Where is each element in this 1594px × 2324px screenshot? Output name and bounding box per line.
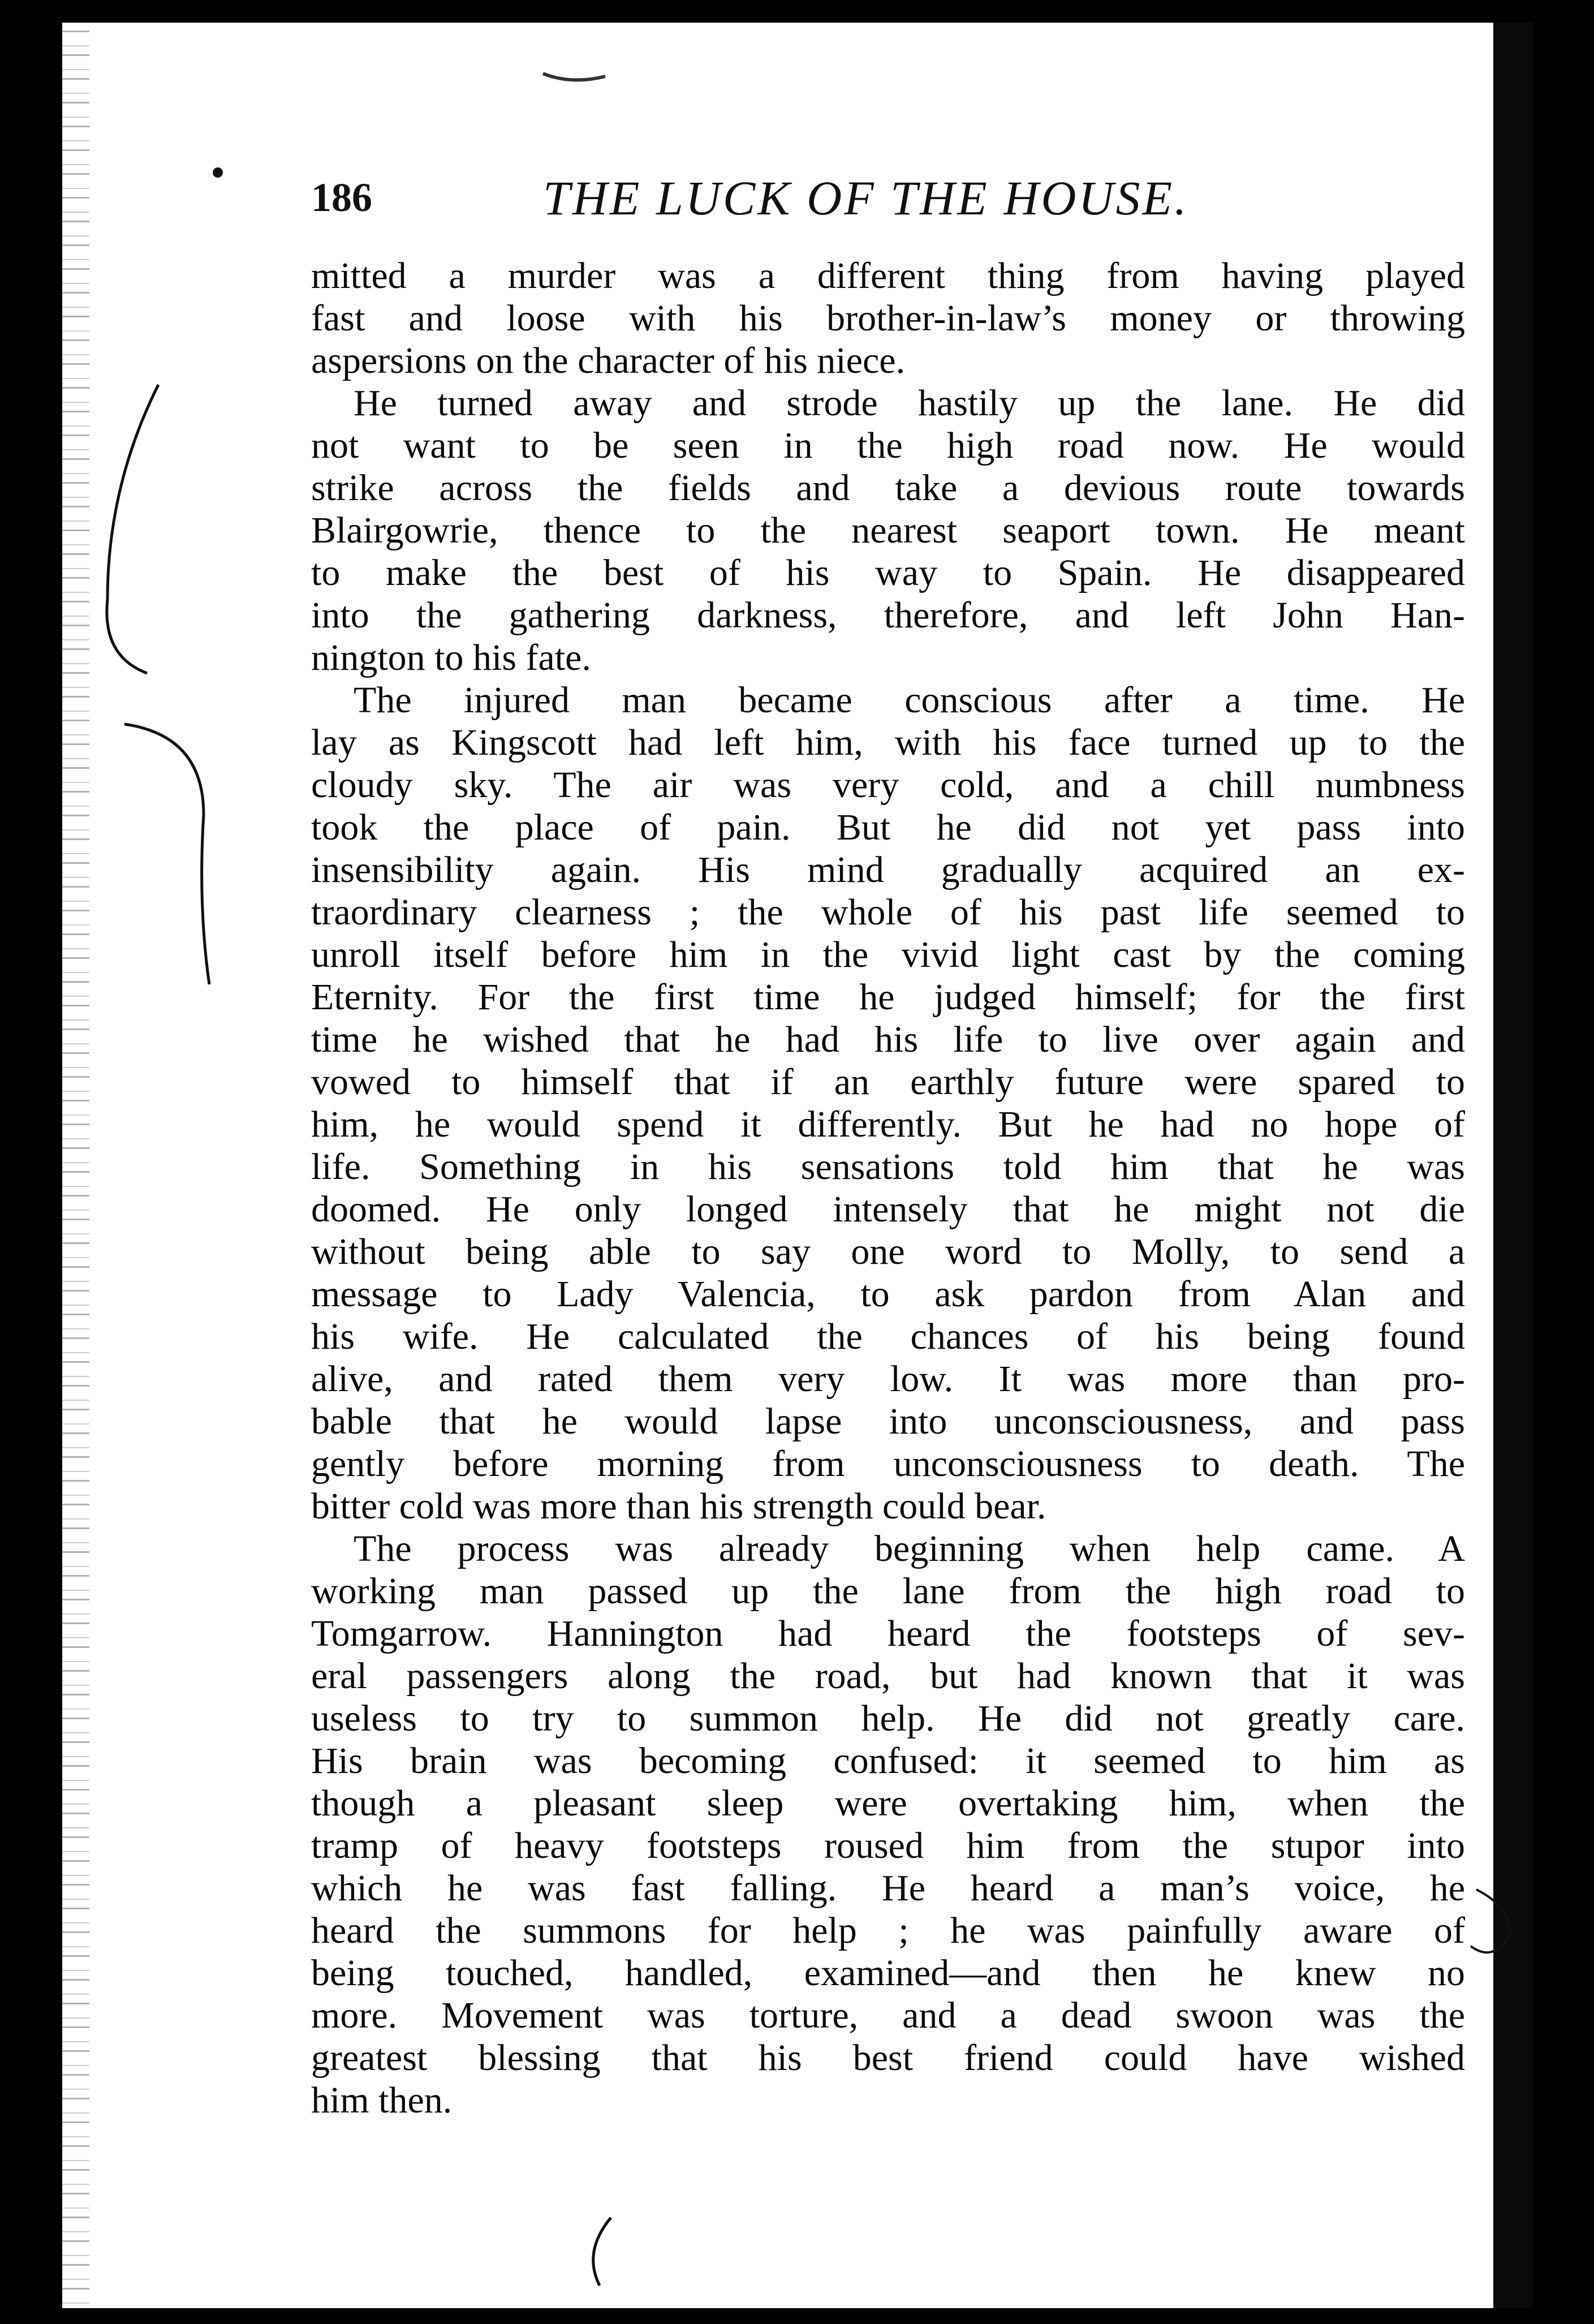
text-line: fast and loose with his brother-in-law’s money or throwing	[311, 298, 1465, 339]
margin-bracket-mark	[107, 385, 158, 673]
text-line: not want to be seen in the high road now. He would	[311, 425, 1465, 466]
text-line: The injured man became conscious after a time. He	[354, 679, 1465, 721]
text-line: traordinary clearness ; the whole of his past life seemed to	[311, 892, 1465, 933]
margin-arrow-mark	[1471, 1890, 1510, 1952]
text-line: The process was already beginning when help came. A	[354, 1528, 1465, 1569]
body-text	[311, 255, 1465, 2121]
bottom-stroke-mark	[593, 2218, 611, 2286]
text-line: nington to his fate.	[311, 637, 591, 678]
text-line: He turned away and strode hastily up the lane. He did	[354, 382, 1465, 424]
text-line: life. Something in his sensations told him that he was	[311, 1146, 1465, 1187]
text-line: doomed. He only longed intensely that he might not die	[311, 1189, 1465, 1230]
margin-dot	[213, 167, 223, 178]
text-line: his wife. He calculated the chances of his being found	[311, 1316, 1465, 1357]
text-line: Eternity. For the first time he judged himself; for the first	[311, 976, 1465, 1018]
text-line: alive, and rated them very low. It was more than pro-	[311, 1358, 1465, 1400]
text-line: bable that he would lapse into unconsciousness, and pass	[311, 1401, 1465, 1442]
text-line: insensibility again. His mind gradually acquired an ex-	[311, 849, 1465, 890]
text-line: greatest blessing that his best friend could have wished	[311, 2037, 1465, 2078]
text-line: vowed to himself that if an earthly future were spared to	[311, 1061, 1465, 1103]
text-line: mitted a murder was a different thing from having played	[311, 255, 1465, 296]
text-line: though a pleasant sleep were overtaking him, when the	[311, 1783, 1465, 1824]
text-line: working man passed up the lane from the high road to	[311, 1570, 1465, 1612]
text-line: more. Movement was torture, and a dead swoon was the	[311, 1995, 1465, 2036]
text-line: without being able to say one word to Molly, to send a	[311, 1231, 1465, 1272]
text-line: him, he would spend it differently. But he had no hope of	[311, 1104, 1465, 1145]
text-line: Blairgowrie, thence to the nearest seaport town. He meant	[311, 510, 1465, 551]
text-line: eral passengers along the road, but had known that it was	[311, 1655, 1465, 1697]
text-line: Tomgarrow. Hannington had heard the footsteps of sev-	[311, 1613, 1465, 1654]
text-line: strike across the fields and take a devious route towards	[311, 467, 1465, 509]
text-line: time he wished that he had his life to live over again and	[311, 1019, 1465, 1060]
page-number: 186	[311, 175, 372, 220]
text-line: His brain was becoming confused: it seemed to him as	[311, 1740, 1465, 1781]
text-line: gently before morning from unconsciousness to death. The	[311, 1443, 1465, 1484]
top-scan-smudge	[543, 74, 605, 80]
text-line: took the place of pain. But he did not yet pass into	[311, 807, 1465, 848]
text-line: cloudy sky. The air was very cold, and a chill numbness	[311, 764, 1465, 806]
text-line: tramp of heavy footsteps roused him from the stupor into	[311, 1825, 1465, 1866]
running-title: THE LUCK OF THE HOUSE.	[543, 171, 1189, 225]
scanned-page	[62, 23, 1533, 2308]
text-line: useless to try to summon help. He did not greatly care.	[311, 1698, 1465, 1739]
text-line: lay as Kingscott had left him, with his face turned up to the	[311, 722, 1465, 763]
text-line: to make the best of his way to Spain. He disappeared	[311, 552, 1465, 593]
text-line: being touched, handled, examined—and then he knew no	[311, 1952, 1465, 1994]
text-line: him then.	[311, 2080, 453, 2121]
text-line: bitter cold was more than his strength could bear.	[311, 1486, 1046, 1527]
text-line: unroll itself before him in the vivid light cast by the coming	[311, 934, 1465, 975]
text-line: aspersions on the character of his niece.	[311, 340, 906, 381]
text-line: heard the summons for help ; he was painfully aware of	[311, 1910, 1465, 1951]
margin-curve-mark	[124, 724, 209, 984]
text-line: into the gathering darkness, therefore, and left John Han-	[311, 595, 1465, 636]
text-line: message to Lady Valencia, to ask pardon from Alan and	[311, 1273, 1465, 1315]
page-header	[311, 153, 1488, 225]
text-line: which he was fast falling. He heard a man’s voice, he	[311, 1867, 1465, 1909]
